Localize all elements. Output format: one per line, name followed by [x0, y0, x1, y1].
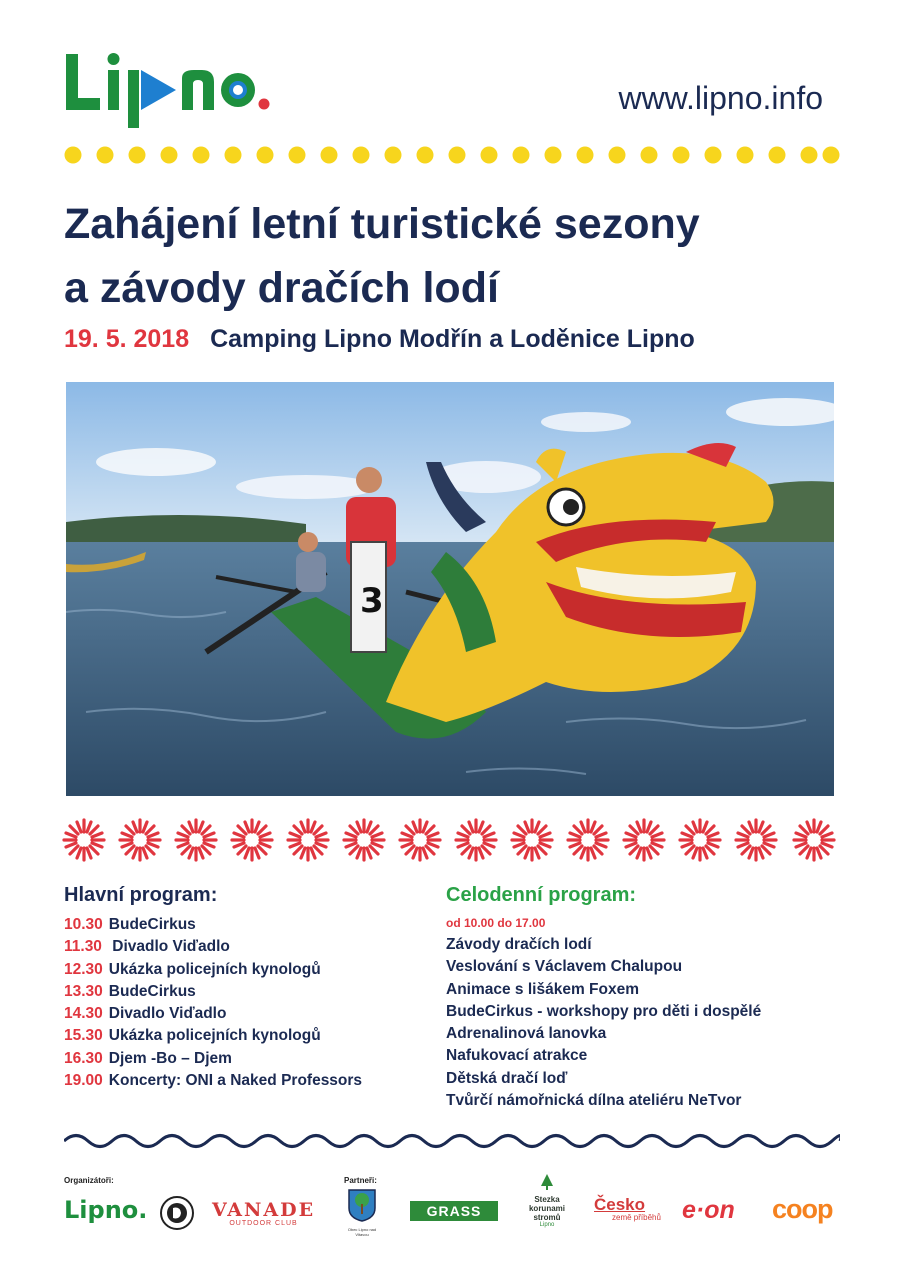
lipno-logo	[64, 48, 274, 130]
program-event: Ukázka policejních kynologů	[108, 1027, 321, 1045]
organizers-label: Organizátoři:	[64, 1176, 114, 1185]
obec-text: Obec Lipno nad Vltavou	[347, 1227, 377, 1237]
wave-divider	[64, 1130, 840, 1152]
list-item	[64, 936, 362, 958]
main-program-heading: Hlavní program:	[64, 884, 218, 906]
program-time: 14.30	[64, 1005, 103, 1023]
stezka-sub: Lipno	[539, 1222, 555, 1228]
event-info	[64, 325, 695, 354]
program-event: Divadlo Viďadlo	[108, 1005, 227, 1023]
list-item	[64, 959, 362, 981]
club-emblem-logo	[160, 1196, 194, 1235]
list-item: Tvůrčí námořnická dílna ateliéru NeTvor	[446, 1092, 742, 1110]
dragon-boat-photo	[66, 382, 834, 796]
list-item	[64, 1003, 362, 1025]
program-time: 13.30	[64, 982, 103, 1000]
program-event: BudeCirkus	[108, 982, 196, 1000]
program-event: Djem -Bo – Djem	[108, 1049, 232, 1067]
list-item: Dětská dračí loď	[446, 1069, 568, 1087]
program-time: 16.30	[64, 1049, 103, 1067]
yellow-dots-divider	[64, 145, 840, 165]
all-day-program-heading: Celodenní program:	[446, 884, 637, 906]
cesko-text: Česko	[594, 1195, 646, 1214]
coop-logo: coop	[772, 1194, 833, 1224]
event-place: Camping Lipno Modřín a Loděnice Lipno	[210, 325, 695, 353]
svg-text:3: 3	[360, 581, 384, 621]
main-program-list	[64, 914, 362, 1092]
lipno-small-logo: Lipno.	[64, 1196, 148, 1224]
all-day-time: od 10.00 do 17.00	[446, 916, 546, 930]
grass-logo: GRASS	[410, 1201, 498, 1221]
program-event: BudeCirkus	[108, 916, 196, 933]
list-item	[64, 981, 362, 1003]
list-item: Nafukovací atrakce	[446, 1047, 588, 1065]
list-item: Veslování s Václavem Chalupou	[446, 958, 683, 976]
list-item	[64, 1048, 362, 1070]
decorative-flower-row	[62, 818, 842, 862]
program-time: 10.30	[64, 916, 103, 933]
program-time: 11.30	[64, 938, 102, 956]
vanade-sub: OUTDOOR CLUB	[229, 1220, 298, 1227]
list-item	[64, 1070, 362, 1092]
program-event: Divadlo Viďadlo	[107, 938, 230, 956]
program-event: Ukázka policejních kynologů	[108, 960, 321, 978]
vanade-text: VANADE	[212, 1199, 316, 1221]
page-title	[64, 192, 864, 320]
list-item	[64, 914, 362, 936]
eon-logo: e·on	[682, 1196, 735, 1224]
list-item: BudeCirkus - workshopy pro děti i dospělé	[446, 1002, 762, 1020]
program-event: Koncerty: ONI a Naked Professors	[108, 1072, 363, 1090]
cesko-sub: země příběhů	[612, 1213, 661, 1222]
title-line-1: Zahájení letní turistické sezony	[64, 200, 700, 248]
partners-label: Partneři:	[344, 1176, 377, 1185]
obec-lipno-crest	[344, 1188, 380, 1237]
event-date: 19. 5. 2018	[64, 325, 190, 353]
list-item: Animace s lišákem Foxem	[446, 980, 639, 998]
all-day-program-list	[446, 934, 761, 1112]
list-item	[64, 1025, 362, 1047]
title-line-2: a závody dračích lodí	[64, 264, 499, 312]
stezka-text: Stezka korunami stromů	[528, 1195, 565, 1222]
stezka-logo	[524, 1174, 570, 1228]
program-time: 19.00	[64, 1072, 103, 1090]
vanade-logo	[212, 1200, 315, 1227]
list-item: Adrenalinová lanovka	[446, 1025, 607, 1043]
program-time: 15.30	[64, 1027, 103, 1045]
tree-icon	[541, 1174, 553, 1190]
website-url[interactable]: www.lipno.info	[618, 80, 823, 116]
list-item: Závody dračích lodí	[446, 936, 592, 953]
program-time: 12.30	[64, 960, 103, 978]
cesko-logo	[594, 1197, 661, 1222]
